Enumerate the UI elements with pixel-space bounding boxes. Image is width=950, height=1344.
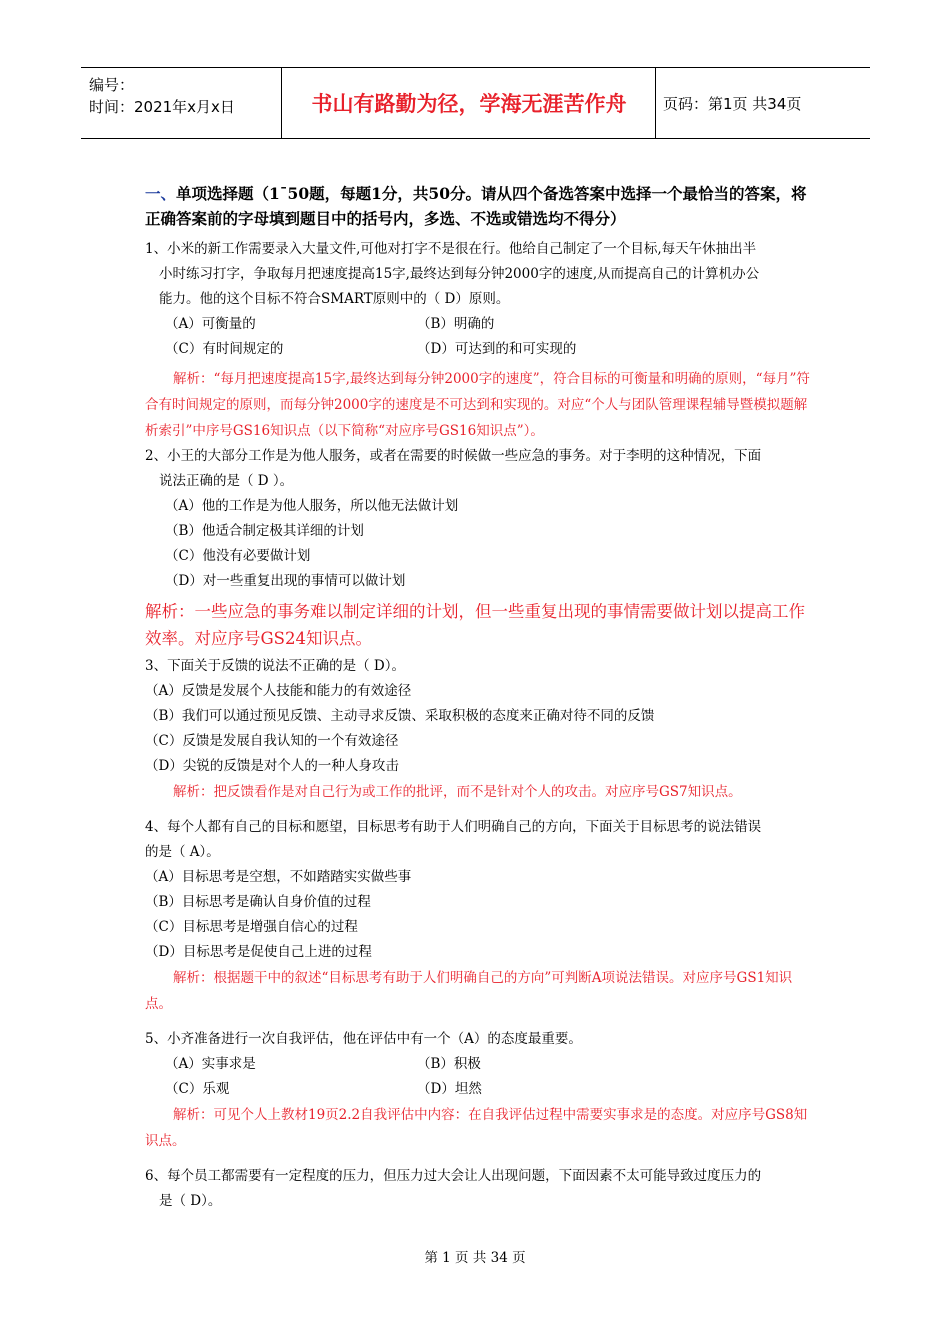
question-2 [145, 444, 810, 652]
option-a: （A）目标思考是空想，不如踏踏实实做些事 [145, 869, 412, 885]
time-label: 时间：2021年x月x日 [89, 98, 235, 116]
code-label: 编号： [89, 76, 135, 94]
question-stem-line: 4、每个人都有自己的目标和愿望，目标思考有助于人们明确自己的方向，下面关于目标思考的说法错误 [145, 819, 762, 835]
option-row [145, 1052, 810, 1077]
analysis-text: 解析：根据题干中的叙述“目标思考有助于人们明确自己的方向”可判断A项说法错误。对应序号GS1知识点。 [145, 970, 793, 1012]
spacer [145, 1017, 810, 1027]
option-row [145, 312, 810, 337]
header-page-info: 页码：第1页 共34页 [663, 94, 802, 113]
question-1 [145, 237, 810, 444]
option-a: （A）实事求是 [165, 1056, 256, 1072]
analysis-text: 解析：可见个人上教材19页2.2自我评估中内容：在自我评估过程中需要实事求是的态度。对应序号GS8知识点。 [145, 1107, 808, 1149]
question-stem-line: 5、小齐准备进行一次自我评估，他在评估中有一个（A）的态度最重要。 [145, 1031, 582, 1047]
option-a: （A）他的工作是为他人服务，所以他无法做计划 [165, 498, 459, 514]
option-c: （C）乐观 [165, 1081, 230, 1097]
section-title [145, 181, 810, 231]
option-b: （B）我们可以通过预见反馈、主动寻求反馈、采取积极的态度来正确对待不同的反馈 [145, 708, 655, 724]
option-b: （B）目标思考是确认自身价值的过程 [145, 894, 371, 910]
option-d: （D）可达到的和可实现的 [417, 341, 577, 357]
option-d: （D）对一些重复出现的事情可以做计划 [165, 573, 406, 589]
section-bullet: 一、 [145, 184, 177, 203]
option-d: （D）坦然 [417, 1081, 482, 1097]
analysis-text: 解析：“每月把速度提高15字,最终达到每分钟2000字的速度”，符合目标的可衡量和明确的原则，“每月”符合有时间规定的原则，而每分钟2000字的速度是不可达到和实现的。对应“个人与团队管理课程辅导暨模拟题解析索引”中序号GS16知识点（以下简称“对应序号GS16知识点”）。 [145, 371, 810, 439]
question-3 [145, 654, 810, 805]
question-stem-line: 3、下面关于反馈的说法不正确的是（ D）。 [145, 658, 405, 674]
option-c: （C）目标思考是增强自信心的过程 [145, 919, 358, 935]
option-b: （B）积极 [417, 1056, 481, 1072]
option-d: （D）尖锐的反馈是对个人的一种人身攻击 [145, 758, 399, 774]
spacer [145, 1154, 810, 1164]
option-a: （A）反馈是发展个人技能和能力的有效途径 [145, 683, 412, 699]
question-6 [145, 1164, 810, 1214]
option-c: （C）他没有必要做计划 [165, 548, 311, 564]
header-divider [655, 68, 656, 138]
option-b: （B）明确的 [417, 316, 495, 332]
header-left [89, 74, 279, 118]
analysis-text: 解析：把反馈看作是对自己行为或工作的批评，而不是针对个人的攻击。对应序号GS7知识点。 [173, 784, 742, 800]
option-b: （B）他适合制定极其详细的计划 [165, 523, 364, 539]
question-stem-line: 小时练习打字，争取每月把速度提高15字,最终达到每分钟2000字的速度,从而提高自己的计算机办公 [159, 266, 760, 282]
option-row [145, 1077, 810, 1102]
header-motto: 书山有路勤为径，学海无涯苦作舟 [311, 92, 627, 116]
question-5 [145, 1027, 810, 1154]
question-stem-line: 1、小米的新工作需要录入大量文件,可他对打字不是很在行。他给自己制定了一个目标,每天午休抽出半 [145, 241, 757, 257]
header-divider [281, 68, 282, 138]
question-stem-line: 6、每个员工都需要有一定程度的压力，但压力过大会让人出现问题，下面因素不太可能导致过度压力的 [145, 1168, 762, 1184]
document-body [145, 181, 810, 1214]
option-row [145, 337, 810, 362]
question-stem-line: 是（ D）。 [159, 1193, 222, 1209]
option-c: （C）反馈是发展自我认知的一个有效途径 [145, 733, 399, 749]
section-title-text: 单项选择题（1¯50题，每题1分，共50分。请从四个备选答案中选择一个最恰当的答案，将正确答案前的字母填到题目中的括号内，多选、不选或错选均不得分） [145, 184, 807, 228]
option-d: （D）目标思考是促使自己上进的过程 [145, 944, 372, 960]
spacer [145, 805, 810, 815]
question-stem-line: 2、小王的大部分工作是为他人服务，或者在需要的时候做一些应急的事务。对于李明的这种情况，下面 [145, 448, 762, 464]
page-header [81, 67, 870, 139]
analysis-text: 解析：一些应急的事务难以制定详细的计划，但一些重复出现的事情需要做计划以提高工作效率。对应序号GS24知识点。 [145, 602, 805, 648]
question-stem-line: 的是（ A）。 [145, 844, 220, 860]
page-footer: 第 1 页 共 34 页 [424, 1250, 526, 1266]
option-c: （C）有时间规定的 [165, 341, 284, 357]
question-stem-line: 能力。他的这个目标不符合SMART原则中的（ D）原则。 [159, 291, 510, 307]
option-a: （A）可衡量的 [165, 316, 256, 332]
question-stem-line: 说法正确的是（ D ）。 [159, 473, 294, 489]
question-4 [145, 815, 810, 1017]
